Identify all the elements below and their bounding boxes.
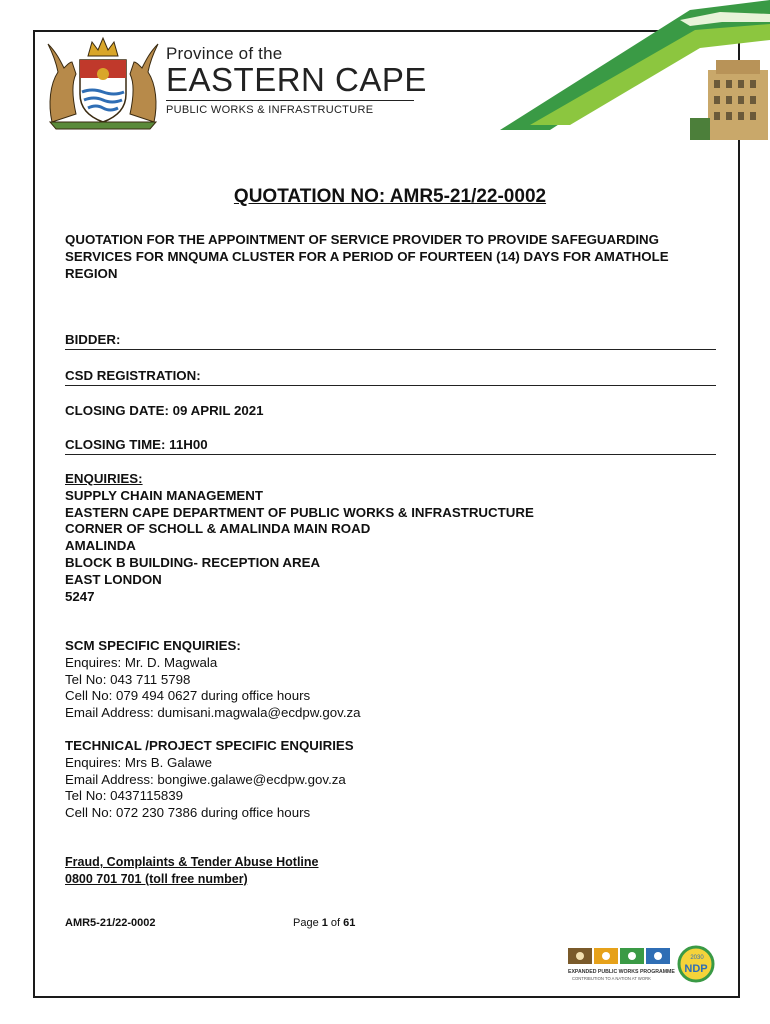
brand-line-1: Province of the [166,44,283,63]
csd-registration-field: CSD REGISTRATION: [65,368,716,386]
closing-time: CLOSING TIME: 11H00 [65,437,716,455]
enquiries-line: AMALINDA [65,538,136,554]
epwp-tagline: CONTRIBUTION TO A NATION AT WORK [572,976,651,981]
scm-heading: SCM SPECIFIC ENQUIRIES: [65,638,241,653]
bidder-field: BIDDER: [65,332,716,350]
technical-line: Enquires: Mrs B. Galawe [65,754,213,770]
enquiries-block [65,471,534,605]
enquiries-line: SUPPLY CHAIN MANAGEMENT [65,487,263,503]
scm-line: Enquires: Mr. D. Magwala [65,654,218,670]
footer-quotation-code: AMR5-21/22-0002 [65,917,156,929]
technical-line: Cell No: 072 230 7386 during office hours [65,805,311,821]
ndp-text: NDP [684,963,708,975]
enquiries-line: 5247 [65,588,95,604]
technical-heading: TECHNICAL /PROJECT SPECIFIC ENQUIRIES [65,738,354,753]
brand-line-2: EASTERN CAPE [166,61,427,98]
coat-of-arms-logo [42,34,164,130]
enquiries-heading: ENQUIRIES: [65,471,143,486]
brand-divider [166,100,414,101]
epwp-title: EXPANDED PUBLIC WORKS PROGRAMME [568,969,675,975]
department-brand [166,44,427,116]
hotline-block [65,854,319,888]
quotation-title: QUOTATION NO: AMR5-21/22-0002 [233,186,547,207]
hotline-number: 0800 701 701 (toll free number) [65,871,248,886]
brand-line-3: PUBLIC WORKS & INFRASTRUCTURE [166,104,374,116]
technical-email[interactable]: Email Address: bongiwe.galawe@ecdpw.gov.za [65,771,346,787]
header-banner-graphic [490,0,770,145]
scm-enquiries-block [65,638,361,722]
enquiries-line: BLOCK B BUILDING- RECEPTION AREA [65,554,321,570]
scm-line: Tel No: 043 711 5798 [65,671,191,687]
enquiries-line: EAST LONDON [65,571,162,587]
scm-email[interactable]: Email Address: dumisani.magwala@ecdpw.gov.za [65,705,361,721]
scm-line: Cell No: 079 494 0627 during office hours [65,688,311,704]
technical-enquiries-block [65,738,354,822]
closing-date: CLOSING DATE: 09 APRIL 2021 [65,403,264,418]
quotation-description: QUOTATION FOR THE APPOINTMENT OF SERVICE PROVIDER TO PROVIDE SAFEGUARDING SERVICES FOR MNQUMA CLUSTER FOR A PERIOD OF FOURTEEN (14) DAYS FOR AMATHOLE REGION [65,232,669,281]
enquiries-line: EASTERN CAPE DEPARTMENT OF PUBLIC WORKS & INFRASTRUCTURE [65,504,534,520]
epwp-ndp-logo [566,944,716,984]
technical-line: Tel No: 0437115839 [65,788,184,804]
hotline-title: Fraud, Complaints & Tender Abuse Hotline [65,855,319,869]
ndp-year: 2030 [690,955,704,961]
enquiries-line: CORNER OF SCHOLL & AMALINDA MAIN ROAD [65,521,371,537]
footer-page-number: Page 1 of 61 [293,917,356,929]
